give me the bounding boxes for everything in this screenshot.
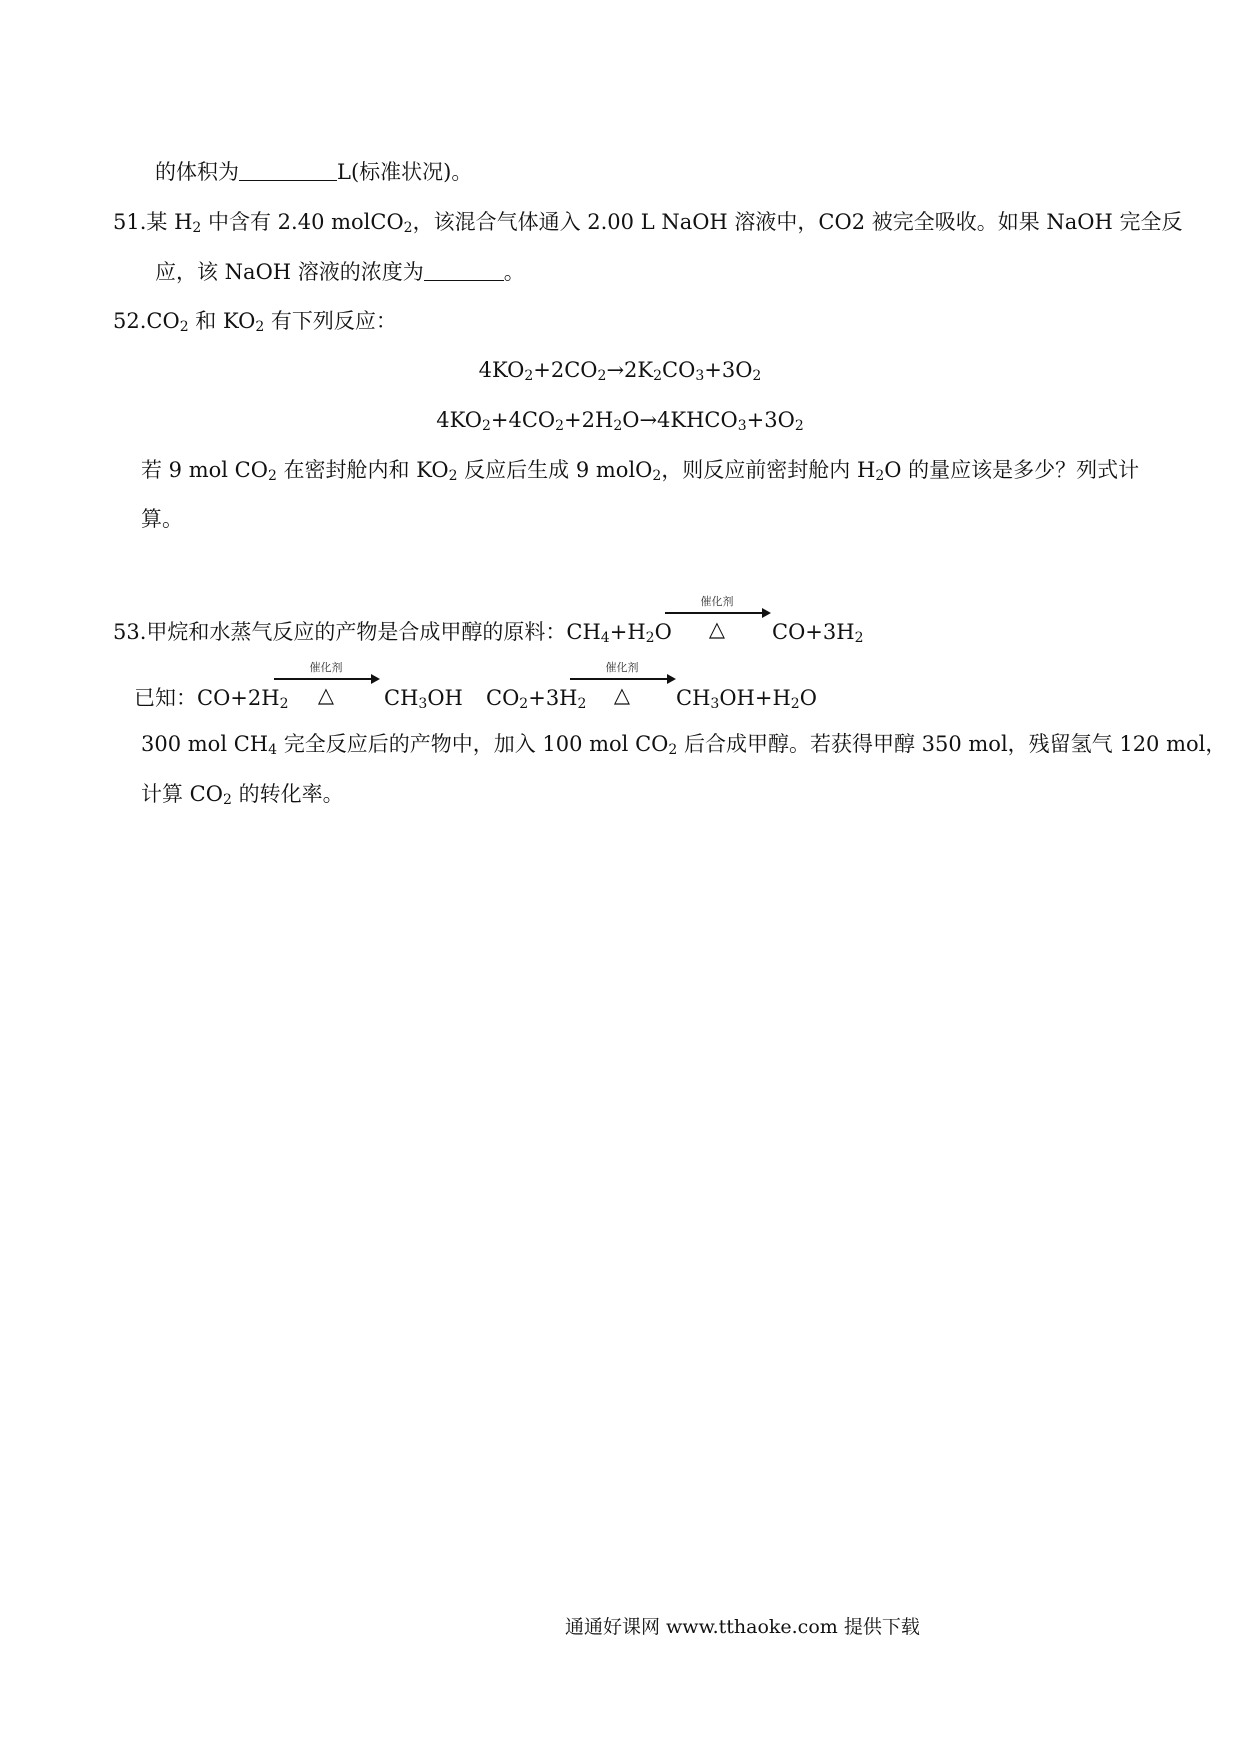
reaction-3-left: $CO_2+3H_2$ (486, 686, 587, 712)
q52-equation-1: $4KO_2+2CO_2\to 2K_2CO_3+3O_2$ (478, 358, 762, 384)
arrow-right-icon (570, 678, 674, 680)
arrow-right-icon (274, 678, 378, 680)
subscript: 2 (255, 319, 265, 335)
q51-number: 51. (113, 210, 147, 234)
q51-text: 某 H (146, 210, 193, 234)
subscript: 2 (192, 220, 202, 236)
q50-answer-blank[interactable] (239, 160, 337, 181)
q52-number: 52. (113, 309, 147, 333)
reaction-1-left: $CH_4+H_2O$ (566, 620, 672, 646)
q51-text: 。 (503, 260, 525, 284)
q52-body-line-1: 若 9 mol $CO_2$ 在密封舱内和 $KO_2$ 反应后生成 9 molO$_2$，则反应前密封舱内 $H_2O$ 的量应该是多少？列式计 (141, 458, 1140, 484)
reaction-3-condition-arrow (570, 662, 674, 710)
q50-prefix: 的体积为 (155, 160, 239, 184)
q52-intro (113, 307, 397, 335)
q51-line-2 (155, 258, 525, 286)
arrow-right-icon (665, 612, 769, 614)
q52-text: 有下列反应： (264, 309, 397, 333)
q52-text: 和 KO (188, 309, 256, 333)
q50-tail-line (155, 158, 472, 186)
q53-known-line (134, 684, 288, 712)
reaction-2-right: $CH_3OH$ (384, 686, 463, 712)
reaction-2-left: $CO+2H_2$ (197, 686, 289, 712)
q51-text: ，该混合气体通入 2.00 L NaOH 溶液中，CO2 被完全吸收。如果 NaOH 完全反 (412, 210, 1183, 234)
catalyst-label: 催化剂 (309, 661, 343, 674)
q52-body-line-2: 算。 (141, 507, 183, 531)
q53-body-line-1: 300 mol $CH_4$ 完全反应后的产物中，加入 100 mol $CO_2$ 后合成甲醇。若获得甲醇 350 mol，残留氢气 120 mol， (141, 732, 1227, 758)
q51-text: 中含有 2.40 molCO (201, 210, 404, 234)
footer-source: 通通好课网 www.tthaoke.com 提供下载 (565, 1616, 920, 1638)
q51-line-1 (113, 208, 1183, 236)
q52-text: CO (146, 309, 180, 333)
catalyst-label: 催化剂 (700, 595, 734, 608)
q51-text: 应，该 NaOH 溶液的浓度为 (155, 260, 424, 284)
delta-icon: △ (613, 683, 631, 707)
q53-intro (113, 618, 672, 646)
q53-number: 53. (113, 620, 147, 644)
q50-suffix: L(标准状况)。 (337, 160, 473, 184)
q53-text: 甲烷和水蒸气反应的产物是合成甲醇的原料： (146, 620, 567, 644)
delta-icon: △ (317, 683, 335, 707)
reaction-1-right: $CO+3H_2$ (772, 620, 864, 646)
known-label: 已知： (134, 686, 197, 710)
q52-equation-2: $4KO_2+4CO_2+2H_2O\to 4KHCO_3+3O_2$ (436, 408, 804, 434)
delta-icon: △ (708, 617, 726, 641)
catalyst-label: 催化剂 (605, 661, 639, 674)
subscript: 2 (403, 220, 413, 236)
reaction-3-right: $CH_3OH+H_2O$ (676, 686, 817, 712)
q51-answer-blank[interactable] (424, 260, 504, 281)
reaction-2-condition-arrow (274, 662, 378, 710)
subscript: 2 (179, 319, 189, 335)
q53-body-line-2: 计算 $CO_2$ 的转化率。 (141, 782, 344, 808)
reaction-1-condition-arrow (665, 596, 769, 644)
